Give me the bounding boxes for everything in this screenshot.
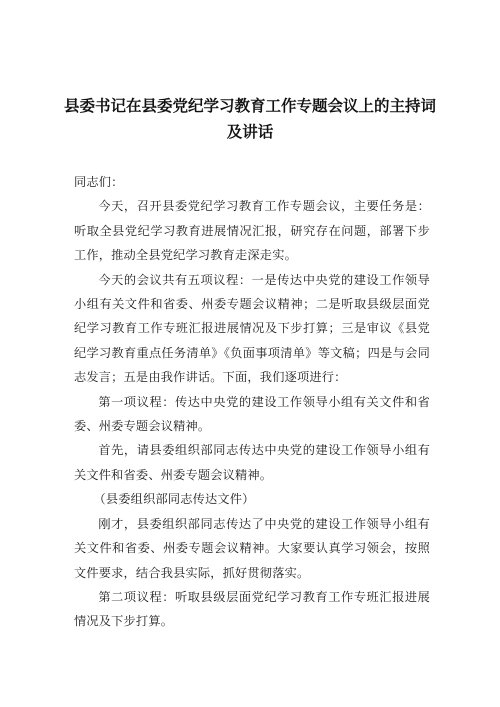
- paragraph-stage-note: （县委组织部同志传达文件）: [93, 492, 255, 507]
- document-body: [74, 170, 430, 634]
- salutation: 同志们：: [74, 175, 124, 189]
- paragraph-agenda-item-2: 第二项议程：听取县级层面党纪学习教育工作专班汇报进展情况及下步打算。: [74, 589, 430, 629]
- document-title-line-1: 县委书记在县委党纪学习教育工作专题会议上的主持词: [63, 97, 436, 115]
- paragraph-transmit-request: 首先，请县委组织部同志传达中央党的建设工作领导小组有关文件和省委、州委专题会议精神。: [74, 443, 430, 482]
- paragraph-transmit-summary: 刚才，县委组织部同志传达了中央党的建设工作领导小组有关文件和省委、州委专题会议精神。大家要认真学习领会，按照文件要求，结合我县实际，抓好贯彻落实。: [74, 516, 430, 580]
- paragraph-agenda-item-1: 第一项议程：传达中央党的建设工作领导小组有关文件和省委、州委专题会议精神。: [74, 394, 430, 434]
- paragraph-meeting-purpose: 今天，召开县委党纪学习教育工作专题会议，主要任务是：听取全县党纪学习教育进展情况汇报，研究存在问题，部署下步工作，推动全县党纪学习教育走深走实。: [74, 199, 430, 263]
- document-title-line-2: 及讲话: [226, 123, 274, 141]
- paragraph-agenda-overview: 今天的会议共有五项议程：一是传达中央党的建设工作领导小组有关文件和省委、州委专题会议精神；二是听取县级层面党纪学习教育工作专班汇报进展情况及下步打算；三是审议《县党纪学习教育重点任务清单》《负面事项清单》等文稿；四是与会同志发言；五是由我作讲话。下面，我们逐项进行：: [74, 272, 430, 385]
